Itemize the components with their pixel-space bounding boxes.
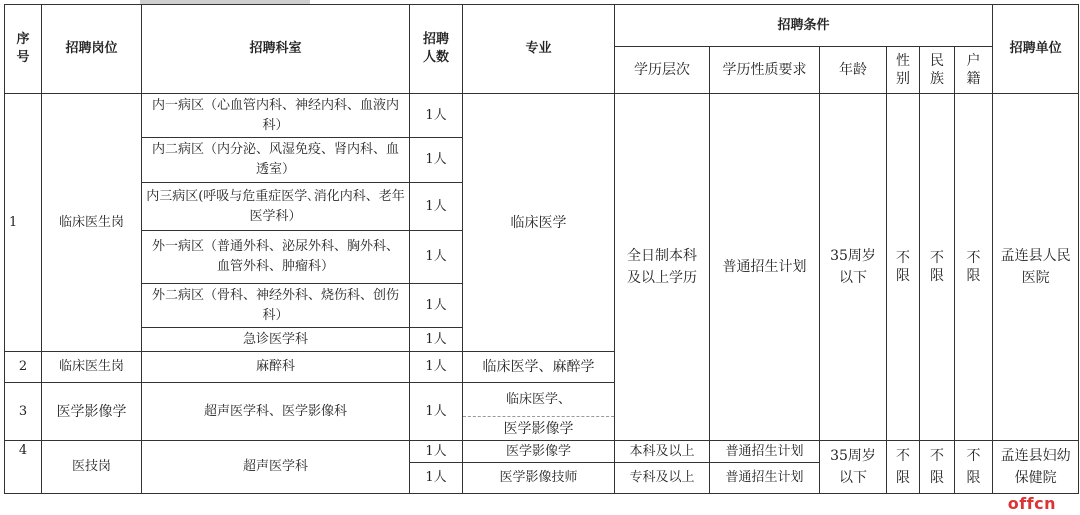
header-ethnicity: 民 族 — [920, 47, 955, 94]
count-cell: 1人 — [410, 383, 463, 441]
table-row — [5, 94, 1079, 138]
header-edu-type: 学历性质要求 — [710, 47, 820, 94]
count-cell: 1人 — [410, 463, 463, 494]
count-cell: 1人 — [410, 183, 463, 231]
header-count: 招聘 人数 — [410, 5, 463, 94]
recruitment-table — [4, 4, 1079, 494]
department-cell: 外二病区（骨科、神经外科、烧伤科、创伤科） — [142, 284, 410, 328]
major-cell: 医学影像学 — [463, 441, 615, 463]
table-row — [5, 441, 1079, 463]
seq-cell: 1 — [5, 94, 42, 352]
edu-type-cell: 普通招生计划 — [710, 463, 820, 494]
seq-cell: 3 — [5, 383, 42, 441]
count-cell: 1人 — [410, 441, 463, 463]
department-cell: 外一病区（普通外科、泌尿外科、胸外科、血管外科、肿瘤科） — [142, 231, 410, 284]
seq-cell: 4 — [5, 441, 42, 494]
header-gender: 性 别 — [887, 47, 920, 94]
department-cell: 超声医学科 — [142, 441, 410, 494]
edu-type-cell: 普通招生计划 — [710, 94, 820, 441]
header-department: 招聘科室 — [142, 5, 410, 94]
age-cell: 35周岁 以下 — [820, 94, 887, 441]
header-edu-level: 学历层次 — [615, 47, 710, 94]
unit-cell: 孟连县人民 医院 — [993, 94, 1079, 441]
age-cell: 35周岁 以下 — [820, 441, 887, 494]
department-cell: 超声医学科、医学影像科 — [142, 383, 410, 441]
hukou-cell: 不 限 — [955, 441, 993, 494]
hukou-cell: 不 限 — [955, 94, 993, 441]
major-cell: 医学影像学 — [463, 417, 615, 441]
gender-cell: 不 限 — [887, 441, 920, 494]
header-position: 招聘岗位 — [42, 5, 142, 94]
gender-cell: 不 限 — [887, 94, 920, 441]
header-age: 年龄 — [820, 47, 887, 94]
header-hukou: 户 籍 — [955, 47, 993, 94]
position-cell: 临床医生岗 — [42, 94, 142, 352]
count-cell: 1人 — [410, 284, 463, 328]
ethnicity-cell: 不 限 — [920, 94, 955, 441]
header-major: 专业 — [463, 5, 615, 94]
count-cell: 1人 — [410, 231, 463, 284]
edu-level-cell: 全日制本科 及以上学历 — [615, 94, 710, 441]
department-cell: 急诊医学科 — [142, 328, 410, 352]
offcn-watermark: offcn — [1007, 494, 1056, 513]
edu-level-cell: 专科及以上 — [615, 463, 710, 494]
major-cell: 临床医学 — [463, 94, 615, 352]
position-cell: 医技岗 — [42, 441, 142, 494]
department-cell: 麻醉科 — [142, 352, 410, 383]
major-cell: 临床医学、麻醉学 — [463, 352, 615, 383]
ethnicity-cell: 不 限 — [920, 441, 955, 494]
header-unit: 招聘单位 — [993, 5, 1079, 94]
seq-cell: 2 — [5, 352, 42, 383]
unit-cell: 孟连县妇幼 保健院 — [993, 441, 1079, 494]
count-cell: 1人 — [410, 352, 463, 383]
header-seq: 序 号 — [5, 5, 42, 94]
edu-type-cell: 普通招生计划 — [710, 441, 820, 463]
position-cell: 医学影像学 — [42, 383, 142, 441]
major-cell: 临床医学、 — [463, 383, 615, 417]
department-cell: 内二病区（内分泌、风湿免疫、肾内科、血透室） — [142, 138, 410, 183]
edu-level-cell: 本科及以上 — [615, 441, 710, 463]
major-cell: 医学影像技师 — [463, 463, 615, 494]
header-conditions: 招聘条件 — [615, 5, 993, 47]
department-cell: 内一病区（心血管内科、神经内科、血液内科） — [142, 94, 410, 138]
position-cell: 临床医生岗 — [42, 352, 142, 383]
department-cell: 内三病区(呼吸与危重症医学､消化内科、老年医学科） — [142, 183, 410, 231]
count-cell: 1人 — [410, 94, 463, 138]
count-cell: 1人 — [410, 328, 463, 352]
count-cell: 1人 — [410, 138, 463, 183]
